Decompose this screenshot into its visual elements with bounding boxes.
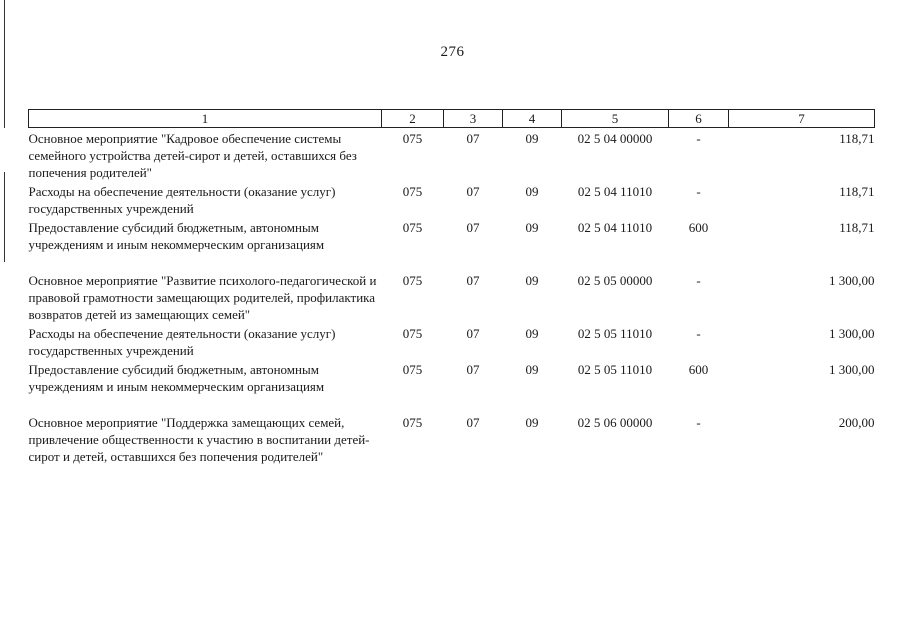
row-ministry-code: 075 xyxy=(402,415,423,430)
row-section: 07 xyxy=(466,273,480,288)
row-name: Предоставление субсидий бюджетным, автономным учреждениям и иным некоммерческим организациям xyxy=(28,220,325,252)
budget-table xyxy=(28,109,875,465)
row-ministry-code: 075 xyxy=(402,273,423,288)
row-name: Расходы на обеспечение деятельности (оказание услуг) государственных учреждений xyxy=(28,184,336,216)
row-subsection: 09 xyxy=(525,184,539,199)
row-subsection: 09 xyxy=(525,273,539,288)
row-expense-type: - xyxy=(696,415,701,430)
row-amount: 118,71 xyxy=(839,131,875,146)
row-name: Основное мероприятие "Поддержка замещающих семей, привлечение общественности к участию в воспитании детей-сирот и детей, оставшихся без попечения родителей" xyxy=(28,415,370,464)
table-row xyxy=(29,359,875,395)
row-amount: 200,00 xyxy=(838,415,875,430)
table-row xyxy=(29,412,875,465)
row-ministry-code: 075 xyxy=(402,184,423,199)
row-target-article: 02 5 04 00000 xyxy=(577,131,653,146)
row-name: Основное мероприятие "Развитие психолого-педагогической и правовой грамотности замещающих родителей, профилактика возвратов детей из замещающих семей" xyxy=(28,273,377,322)
row-section: 07 xyxy=(466,415,480,430)
row-subsection: 09 xyxy=(525,362,539,377)
row-section: 07 xyxy=(466,362,480,377)
row-section: 07 xyxy=(466,220,480,235)
row-section: 07 xyxy=(466,326,480,341)
row-target-article: 02 5 05 00000 xyxy=(577,273,653,288)
page-number: 276 xyxy=(440,44,465,60)
row-ministry-code: 075 xyxy=(402,220,423,235)
row-name: Основное мероприятие "Кадровое обеспечение системы семейного устройства детей-сирот и детей, оставшихся без попечения родителей" xyxy=(28,131,357,180)
row-section: 07 xyxy=(466,131,480,146)
row-amount: 118,71 xyxy=(839,220,875,235)
row-target-article: 02 5 05 11010 xyxy=(577,326,653,341)
header-row xyxy=(29,110,875,128)
header-col-4: 4 xyxy=(503,110,562,128)
row-subsection: 09 xyxy=(525,326,539,341)
row-name: Предоставление субсидий бюджетным, автономным учреждениям и иным некоммерческим организациям xyxy=(28,362,325,394)
row-spacer xyxy=(29,253,875,270)
row-target-article: 02 5 04 11010 xyxy=(577,184,653,199)
row-expense-type: - xyxy=(696,184,701,199)
row-ministry-code: 075 xyxy=(402,326,423,341)
header-col-1: 1 xyxy=(29,110,382,128)
row-subsection: 09 xyxy=(525,415,539,430)
row-expense-type: - xyxy=(696,131,701,146)
row-subsection: 09 xyxy=(525,131,539,146)
row-ministry-code: 075 xyxy=(402,362,423,377)
header-col-5: 5 xyxy=(562,110,669,128)
row-spacer xyxy=(29,395,875,412)
margin-line-top xyxy=(4,0,5,128)
row-amount: 1 300,00 xyxy=(829,326,875,341)
table-row xyxy=(29,323,875,359)
row-amount: 118,71 xyxy=(839,184,875,199)
row-subsection: 09 xyxy=(525,220,539,235)
table-row xyxy=(29,128,875,182)
row-ministry-code: 075 xyxy=(402,131,423,146)
table-row xyxy=(29,270,875,323)
header-col-3: 3 xyxy=(444,110,503,128)
row-expense-type: - xyxy=(696,326,701,341)
row-target-article: 02 5 06 00000 xyxy=(577,415,653,430)
row-target-article: 02 5 04 11010 xyxy=(577,220,653,235)
row-amount: 1 300,00 xyxy=(829,273,875,288)
table-row xyxy=(29,217,875,253)
header-col-7: 7 xyxy=(729,110,875,128)
header-col-6: 6 xyxy=(669,110,729,128)
table-row xyxy=(29,181,875,217)
row-expense-type: 600 xyxy=(688,220,709,235)
row-section: 07 xyxy=(466,184,480,199)
row-amount: 1 300,00 xyxy=(829,362,875,377)
row-expense-type: - xyxy=(696,273,701,288)
row-name: Расходы на обеспечение деятельности (оказание услуг) государственных учреждений xyxy=(28,326,336,358)
row-target-article: 02 5 05 11010 xyxy=(577,362,653,377)
margin-line-bottom xyxy=(4,172,5,262)
header-col-2: 2 xyxy=(382,110,444,128)
row-expense-type: 600 xyxy=(688,362,709,377)
